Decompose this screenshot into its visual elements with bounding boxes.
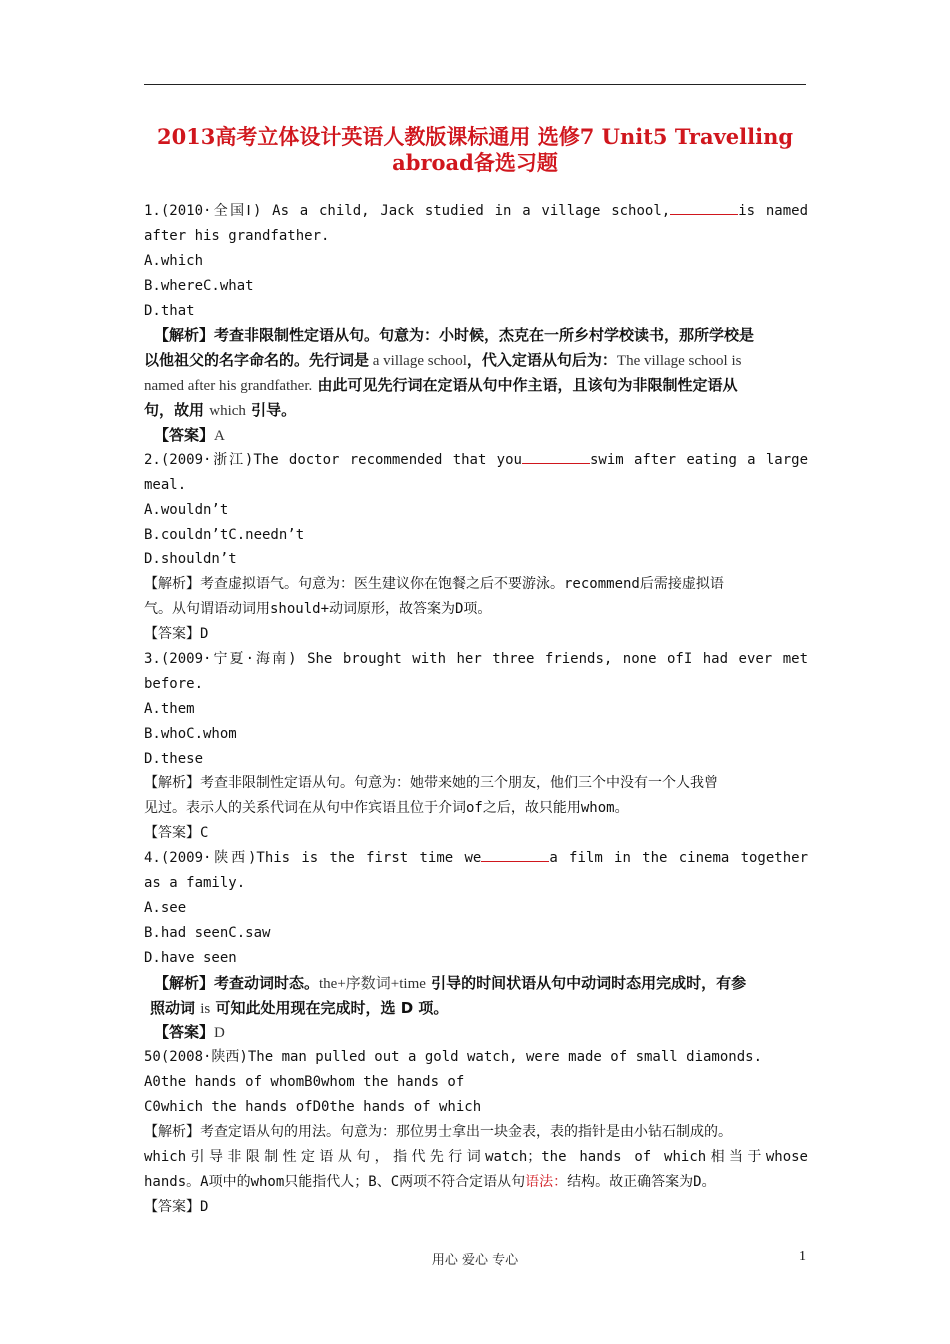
title-line-2: abroad备选习题 bbox=[392, 150, 558, 175]
q2-answer: 【答案】D bbox=[144, 626, 209, 643]
answer-blank bbox=[481, 846, 549, 862]
question-list bbox=[144, 199, 808, 1220]
q3-analysis-line2: 见过。表示人的关系代词在从句中作宾语且位于介词of之后，故只能用whom。 bbox=[144, 800, 629, 817]
q3-answer: 【答案】C bbox=[144, 825, 209, 842]
header-rule bbox=[144, 84, 806, 85]
q5-stem: 50(2008·陕西)The man pulled out a gold watch, were made of small diamonds. bbox=[144, 1049, 763, 1066]
q1-stem-line1: 1.(2010·全国Ⅰ) As a child, Jack studied in a village school, is named bbox=[144, 199, 808, 224]
q4-stem-line2: as a family. bbox=[144, 875, 246, 892]
q4-option-bc: B.had seenC.saw bbox=[144, 924, 271, 941]
q5-options-cd: C0which the hands ofD0the hands of which bbox=[144, 1099, 482, 1116]
q3-option-d: D.these bbox=[144, 750, 204, 767]
q4-option-d: D.have seen bbox=[144, 949, 237, 966]
q4-analysis-line2: 照动词 is 可知此处用现在完成时，选 D 项。 bbox=[150, 998, 449, 1017]
q5-options-ab: A0the hands of whomB0whom the hands of bbox=[144, 1074, 465, 1091]
q2-analysis-line1: 【解析】考查虚拟语气。句意为：医生建议你在饱餐之后不要游泳。recommend后需接虚拟语 bbox=[144, 576, 724, 593]
q1-analysis-line1: 【解析】考查非限制性定语从句。句意为：小时候，杰克在一所乡村学校读书，那所学校是 bbox=[154, 326, 755, 345]
q1-option-a: A.which bbox=[144, 252, 204, 269]
q3-option-a: A.them bbox=[144, 700, 195, 717]
q1-analysis-line3: named after his grandfather. 由此可见先行词在定语从句中作主语，且该句为非限制性定语从 bbox=[144, 376, 738, 395]
q2-stem-line2: meal. bbox=[144, 476, 187, 493]
q5-analysis-line3: hands。A项中的whom只能指代人；B、C两项不符合定语从句语法：结构。故正确答案为D。 bbox=[144, 1173, 716, 1190]
q1-stem-line2: after his grandfather. bbox=[144, 227, 330, 244]
q4-option-a: A.see bbox=[144, 899, 187, 916]
q3-analysis-line1: 【解析】考查非限制性定语从句。句意为：她带来她的三个朋友，他们三个中没有一个人我曾 bbox=[144, 775, 718, 792]
q5-analysis-line1: 【解析】考查定语从句的用法。句意为：那位男士拿出一块金表，表的指针是由小钻石制成的。 bbox=[144, 1123, 732, 1140]
q5-analysis-line2: which引导非限制性定语从句，指代先行词watch；the hands of which相当于whose bbox=[144, 1148, 808, 1165]
q2-option-a: A.wouldn’t bbox=[144, 501, 229, 518]
q2-option-bc: B.couldn’tC.needn’t bbox=[144, 526, 305, 543]
q4-answer: 【答案】D bbox=[154, 1023, 225, 1042]
q1-analysis-line2: 以他祖父的名字命名的。先行词是 a village school，代入定语从句后为：The village school is bbox=[144, 351, 742, 370]
answer-blank bbox=[522, 448, 590, 464]
q2-option-d: D.shouldn’t bbox=[144, 551, 237, 568]
q1-option-bc: B.whereC.what bbox=[144, 277, 254, 294]
footer-motto: 用心 爱心 专心 bbox=[431, 1253, 519, 1268]
title-line-1: 2013高考立体设计英语人教版课标通用 选修7 Unit5 Travelling bbox=[156, 124, 794, 149]
q3-option-bc: B.whoC.whom bbox=[144, 725, 237, 742]
q4-analysis-line1: 【解析】考查动词时态。the+序数词+time 引导的时间状语从句中动词时态用完成时，有参 bbox=[154, 973, 747, 992]
page-title bbox=[144, 124, 806, 176]
q1-answer: 【答案】A bbox=[154, 426, 225, 445]
page-number: 1 bbox=[799, 1249, 806, 1264]
q2-stem-line1: 2.(2009·浙江)The doctor recommended that you swim after eating a large bbox=[144, 448, 808, 473]
q1-option-d: D.that bbox=[144, 302, 195, 319]
q4-stem-line1: 4.(2009·陕西)This is the first time we a film in the cinema together bbox=[144, 846, 808, 871]
q5-answer: 【答案】D bbox=[144, 1198, 209, 1215]
q3-stem-line1: 3.(2009·宁夏·海南) She brought with her three friends, none ofI had ever met bbox=[144, 651, 808, 668]
q1-analysis-line4: 句，故用 which 引导。 bbox=[144, 401, 297, 420]
answer-blank bbox=[670, 199, 738, 215]
q3-stem-line2: before. bbox=[144, 675, 204, 692]
q2-analysis-line2: 气。从句谓语动词用should+动词原形，故答案为D项。 bbox=[144, 601, 492, 618]
